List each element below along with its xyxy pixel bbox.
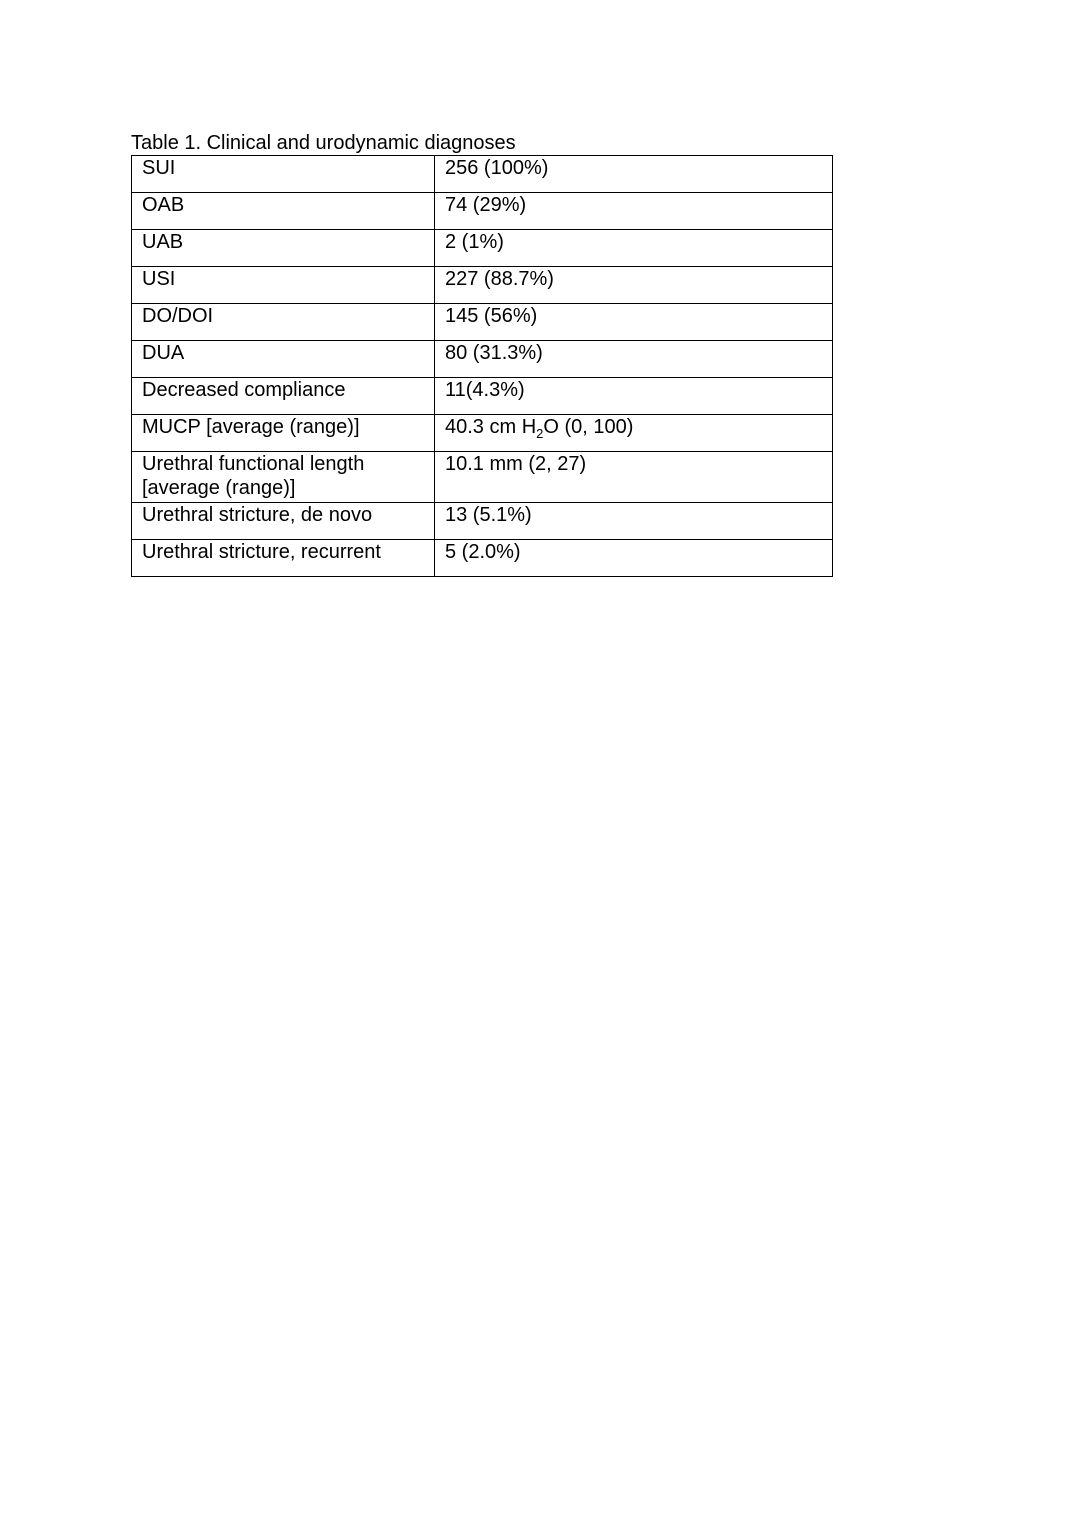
table-caption: Table 1. Clinical and urodynamic diagnoses (131, 132, 516, 154)
diagnosis-value: 10.1 mm (2, 27) (435, 452, 833, 503)
diagnosis-value: 5 (2.0%) (435, 540, 833, 577)
table-row (132, 540, 833, 577)
diagnosis-value: 227 (88.7%) (435, 267, 833, 304)
diagnosis-label: SUI (132, 156, 435, 193)
diagnosis-value: 145 (56%) (435, 304, 833, 341)
table-row (132, 378, 833, 415)
diagnosis-label: UAB (132, 230, 435, 267)
table-row (132, 452, 833, 503)
diagnosis-label: USI (132, 267, 435, 304)
value-text: O (0, 100) (543, 416, 634, 438)
subscript-text: 2 (536, 426, 544, 441)
diagnosis-label: Decreased compliance (132, 378, 435, 415)
table-row (132, 304, 833, 341)
diagnosis-label: Urethral stricture, recurrent (132, 540, 435, 577)
diagnosis-label (132, 452, 435, 503)
label-line: [average (range)] (142, 477, 296, 499)
diagnosis-value: 256 (100%) (435, 156, 833, 193)
diagnoses-table (131, 155, 833, 577)
diagnosis-label: DUA (132, 341, 435, 378)
diagnosis-value: 2 (1%) (435, 230, 833, 267)
table-row (132, 415, 833, 452)
diagnosis-value: 11(4.3%) (435, 378, 833, 415)
table-row (132, 503, 833, 540)
table-row (132, 267, 833, 304)
diagnosis-value (435, 415, 833, 452)
diagnosis-label: MUCP [average (range)] (132, 415, 435, 452)
label-line: Urethral functional length (142, 453, 365, 475)
diagnosis-value: 74 (29%) (435, 193, 833, 230)
value-text: 40.3 cm H (445, 416, 537, 438)
diagnosis-value: 13 (5.1%) (435, 503, 833, 540)
table-row (132, 341, 833, 378)
diagnosis-label: DO/DOI (132, 304, 435, 341)
diagnosis-value: 80 (31.3%) (435, 341, 833, 378)
diagnosis-label: OAB (132, 193, 435, 230)
table-row (132, 193, 833, 230)
table-row (132, 230, 833, 267)
table-row (132, 156, 833, 193)
diagnosis-label: Urethral stricture, de novo (132, 503, 435, 540)
